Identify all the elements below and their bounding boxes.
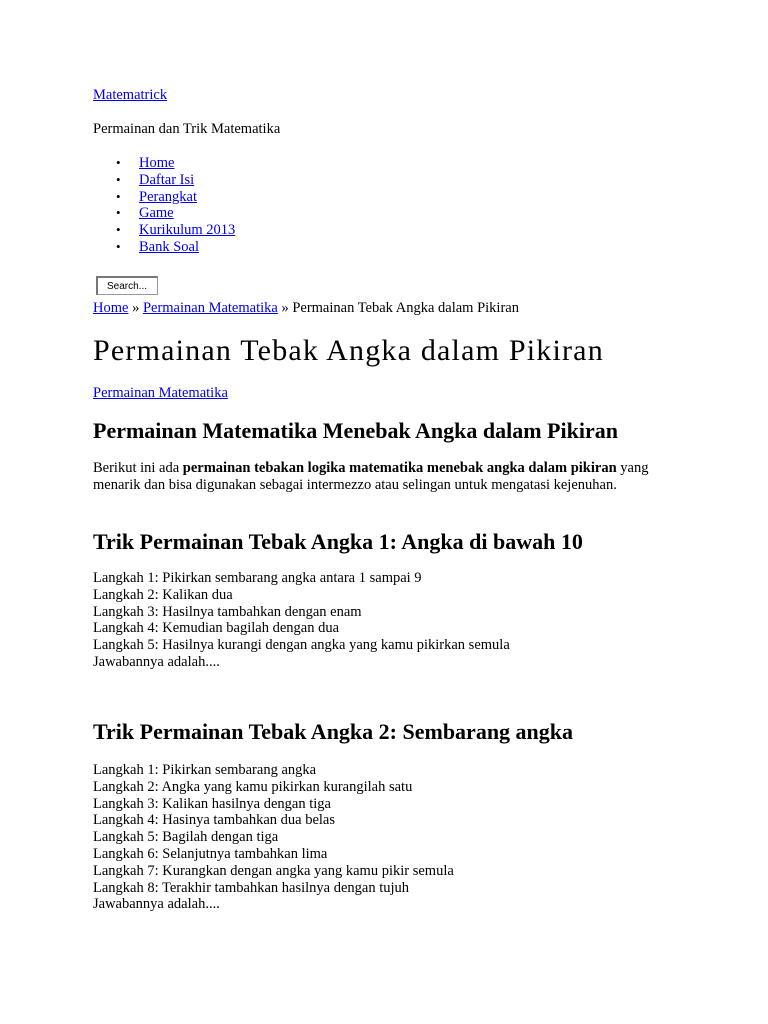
trik2-step: Langkah 4: Hasinya tambahkan dua belas — [93, 812, 335, 829]
trik2-answer: Jawabannya adalah.... — [93, 896, 220, 913]
trik2-step: Langkah 5: Bagilah dengan tiga — [93, 829, 279, 846]
nav-link-kurikulum-2013[interactable]: Kurikulum 2013 — [139, 222, 236, 239]
breadcrumb-separator: » — [281, 300, 289, 316]
breadcrumb-category-link[interactable]: Permainan Matematika — [142, 300, 278, 316]
trik2-heading: Trik Permainan Tebak Angka 2: Sembarang angka — [93, 719, 574, 744]
search-input[interactable]: Search... — [96, 276, 158, 295]
trik1-step: Langkah 5: Hasilnya kurangi dengan angka yang kamu pikirkan semula — [93, 637, 510, 654]
trik1-heading: Trik Permainan Tebak Angka 1: Angka di bawah 10 — [93, 529, 583, 554]
intro-paragraph — [93, 460, 663, 494]
trik1-steps — [93, 570, 510, 671]
trik2-step: Langkah 8: Terakhir tambahkan hasilnya dengan tujuh — [93, 879, 410, 896]
nav-item-game — [93, 205, 235, 222]
nav-item-home — [93, 155, 235, 172]
breadcrumb-home-link[interactable]: Home — [93, 300, 129, 316]
nav-item-bank-soal — [93, 239, 235, 256]
breadcrumb-separator: » — [132, 300, 140, 316]
trik1-step: Langkah 1: Pikirkan sembarang angka antara 1 sampai 9 — [93, 570, 422, 586]
intro-text-bold: permainan tebakan logika matematika menebak angka dalam pikiran — [182, 460, 617, 476]
nav-item-daftar-isi — [93, 172, 235, 189]
trik2-step: Langkah 6: Selanjutnya tambahkan lima — [93, 845, 328, 862]
intro-text-start: Berikut ini ada — [93, 460, 183, 476]
nav-item-kurikulum-2013 — [93, 222, 235, 239]
nav-link-perangkat[interactable]: Perangkat — [139, 188, 197, 205]
site-tagline: Permainan dan Trik Matematika — [93, 121, 281, 137]
nav-item-perangkat — [93, 189, 235, 206]
trik2-steps — [93, 762, 454, 913]
post-category-link[interactable]: Permainan Matematika — [93, 385, 228, 401]
intro-text-end: yang menarik dan bisa digunakan sebagai intermezzo atau selingan untuk mengatasi kejenuhan. — [93, 460, 649, 493]
nav-link-daftar-isi[interactable]: Daftar Isi — [139, 171, 195, 188]
breadcrumb — [93, 300, 519, 317]
trik1-step: Langkah 4: Kemudian bagilah dengan dua — [93, 620, 340, 637]
nav-link-bank-soal[interactable]: Bank Soal — [139, 238, 200, 255]
post-title: Permainan Tebak Angka dalam Pikiran — [93, 334, 604, 367]
trik2-step: Langkah 7: Kurangkan dengan angka yang kamu pikir semula — [93, 862, 454, 879]
trik1-step: Langkah 3: Hasilnya tambahkan dengan enam — [93, 603, 362, 620]
main-nav — [93, 155, 235, 256]
trik1-step: Langkah 2: Kalikan dua — [93, 586, 233, 603]
trik2-step: Langkah 3: Kalikan hasilnya dengan tiga — [93, 795, 331, 812]
breadcrumb-current: Permainan Tebak Angka dalam Pikiran — [292, 300, 519, 316]
intro-heading: Permainan Matematika Menebak Angka dalam Pikiran — [93, 418, 618, 443]
trik2-step: Langkah 2: Angka yang kamu pikirkan kurangilah satu — [93, 778, 413, 795]
nav-link-home[interactable]: Home — [139, 155, 175, 171]
site-title-link[interactable]: Matematrick — [93, 87, 168, 103]
trik2-step: Langkah 1: Pikirkan sembarang angka — [93, 762, 317, 778]
trik1-answer: Jawabannya adalah.... — [93, 653, 220, 670]
nav-link-game[interactable]: Game — [139, 205, 174, 222]
